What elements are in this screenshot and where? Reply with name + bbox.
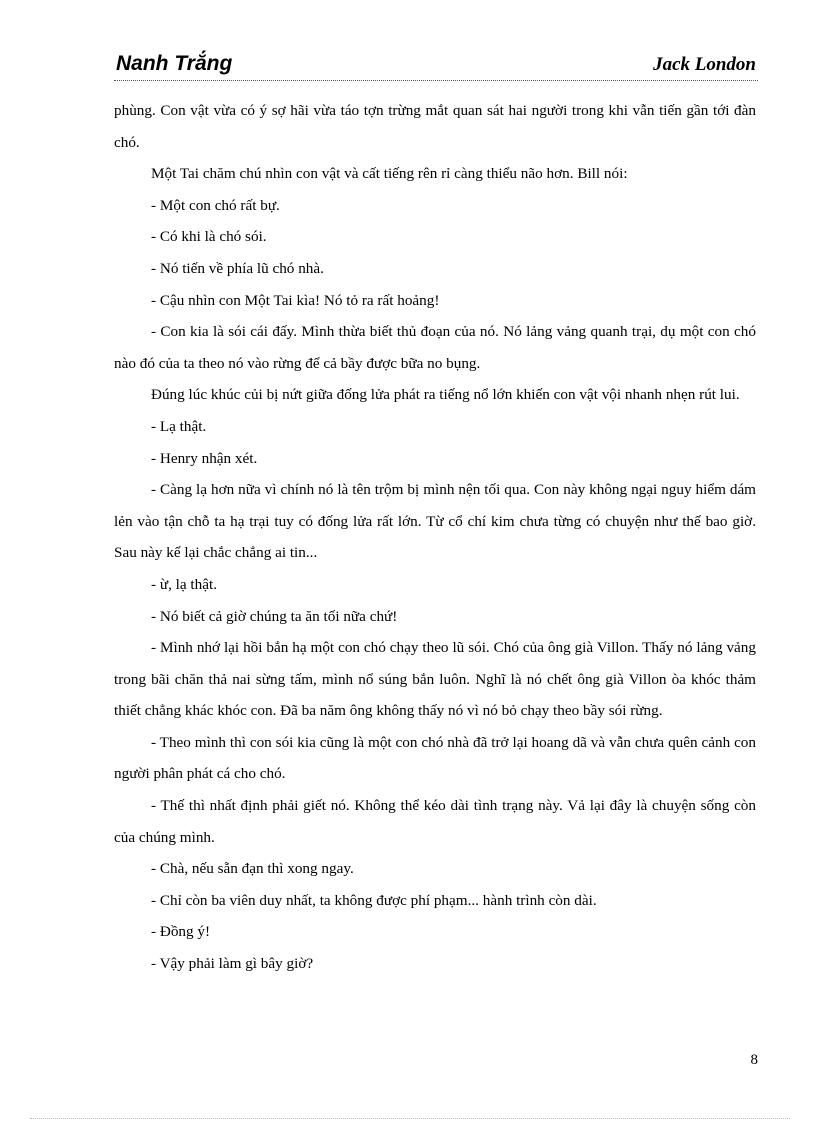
dialogue-line: - Thế thì nhất định phải giết nó. Không thể kéo dài tình trạng này. Vả lại đây là chuyện sống còn của chúng mình.: [114, 797, 756, 846]
book-author: Jack London: [653, 54, 756, 75]
page-header: [114, 50, 758, 81]
paragraph: Một Tai chăm chú nhìn con vật và cất tiếng rên rỉ càng thiểu não hơn. Bill nói:: [151, 165, 628, 183]
dialogue-line: - Theo mình thì con sói kia cũng là một con chó nhà đã trở lại hoang dã và vẫn chưa quên cảnh con người phân phát cá cho chó.: [114, 733, 756, 783]
dialogue-line: - ừ, lạ thật.: [151, 575, 218, 593]
dialogue-line: - Một con chó rất bự.: [151, 196, 280, 214]
dialogue-line: - Con kia là sói cái đấy. Mình thừa biết thủ đoạn của nó. Nó lảng vảng quanh trại, dụ một con chó nào đó của ta theo nó vào rừng để cả bầy được bữa no bụng.: [114, 323, 756, 372]
dialogue-line: - Mình nhớ lại hồi bắn hạ một con chó chạy theo lũ sói. Chó của ông già Villon. Thấy nó lảng vảng trong bãi chăn thả nai sừng tấm, mình nổ súng bắn luôn. Nghĩ là nó chết ông già Villon òa khóc thảm thiết chẳng khác khóc con. Đã ba năm ông không thấy nó vì nó bỏ chạy theo bầy sói rừng.: [114, 639, 756, 720]
dialogue-line: - Vậy phải làm gì bây giờ?: [151, 955, 314, 973]
dialogue-line: - Henry nhận xét.: [151, 449, 258, 467]
dialogue-line: - Lạ thật.: [151, 417, 207, 435]
dialogue-line: - Chỉ còn ba viên duy nhất, ta không được phí phạm... hành trình còn dài.: [151, 891, 597, 909]
dialogue-line: - Có khi là chó sói.: [151, 228, 267, 246]
dialogue-line: - Cậu nhìn con Một Tai kìa! Nó tỏ ra rất hoảng!: [151, 291, 440, 309]
paragraph: Đúng lúc khúc củi bị nứt giữa đống lửa phát ra tiếng nổ lớn khiến con vật vội nhanh nhẹn rút lui.: [151, 386, 740, 404]
page-body: [114, 95, 756, 980]
dialogue-line: - Nó tiến về phía lũ chó nhà.: [151, 259, 324, 277]
book-title: Nanh Trắng: [116, 52, 233, 75]
paragraph: phùng. Con vật vừa có ý sợ hãi vừa táo tợn trừng mắt quan sát hai người trong khi vẫn tiến gần tới đàn chó.: [114, 102, 756, 151]
dialogue-line: - Đồng ý!: [151, 923, 211, 941]
dialogue-line: - Nó biết cả giờ chúng ta ăn tối nữa chứ!: [151, 607, 398, 625]
footer-divider: [30, 1118, 790, 1119]
page-number: 8: [750, 1052, 758, 1068]
dialogue-line: - Càng lạ hơn nữa vì chính nó là tên trộm bị mình nện tối qua. Con này không ngại nguy hiểm dám lẻn vào tận chỗ ta hạ trại tuy có đống lửa rất lớn. Từ cổ chí kim chưa từng có chuyện như thế bao giờ. Sau này kể lại chắc chẳng ai tin...: [114, 481, 756, 562]
dialogue-line: - Chà, nếu sẵn đạn thì xong ngay.: [151, 860, 354, 878]
